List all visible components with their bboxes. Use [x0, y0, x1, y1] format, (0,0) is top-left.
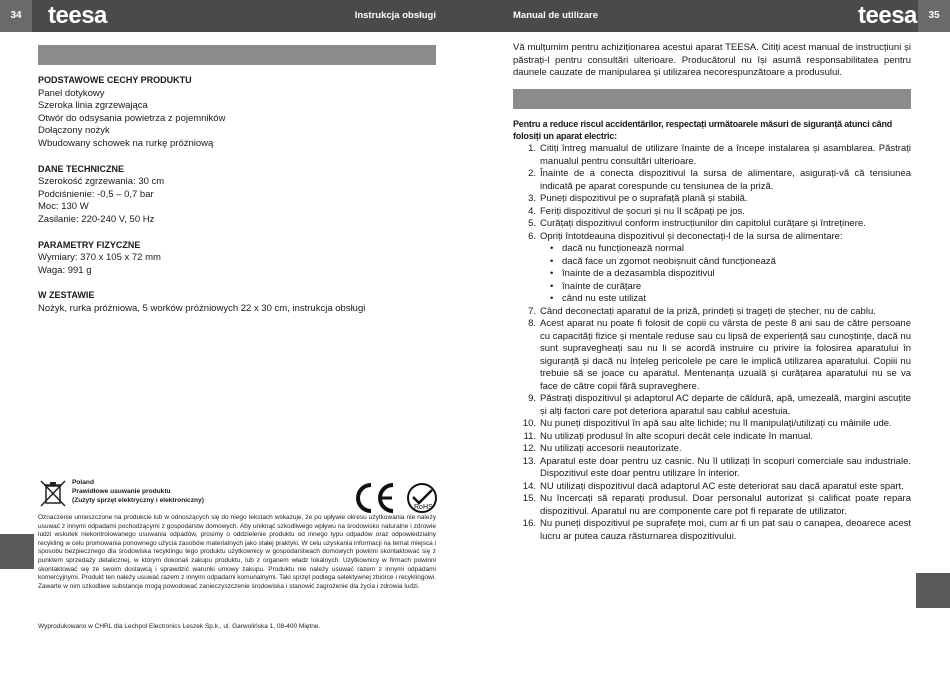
item-text: Păstrați dispozitivul și adaptorul AC departe de căldură, apă, umezeală, margini ascuțite și alți factori care pot deteriora aparatul sau cablul acestuia. — [540, 393, 911, 417]
sub-item-text: dacă face un zgomot neobișnuit când funcționează — [562, 255, 776, 267]
item-text: Aparatul este doar pentru uz casnic. Nu îl utilizați în scopuri comerciale sau industriale. Dispozitivul este doar pentru utilizare în interior. — [540, 455, 911, 479]
physical-section — [38, 239, 438, 278]
list-item — [513, 206, 911, 219]
physical-item: Waga: 991 g — [38, 264, 92, 276]
sub-list-item — [513, 268, 911, 281]
tech-title: DANE TECHNICZNE — [38, 163, 125, 174]
item-number: 5. — [528, 218, 536, 229]
item-text: Nu puneți dispozitivul pe suprafețe moi, cum ar fi un pat sau o canapea, deoarece acest lucru ar putea cauza răsturnarea dispozitivului. — [540, 518, 911, 542]
tech-section — [38, 163, 438, 227]
feature-item: Panel dotykowy — [38, 87, 105, 99]
list-item — [513, 443, 911, 456]
header-title-right: Manual de utilizare — [513, 10, 598, 21]
left-column — [38, 74, 438, 328]
bullet-icon: • — [550, 280, 554, 292]
sub-item-text: dacă nu funcționează normal — [562, 243, 684, 254]
item-text: Opriți întotdeauna dispozitivul și deconectați-l de la sursa de alimentare: — [540, 230, 843, 242]
item-number: 7. — [528, 305, 536, 317]
list-item — [513, 193, 911, 206]
list-item — [513, 393, 911, 418]
item-text: Puneți dispozitivul pe o suprafață plană și stabilă. — [540, 193, 748, 204]
item-number: 11. — [523, 430, 536, 442]
physical-item: Wymiary: 370 x 105 x 72 mm — [38, 252, 161, 264]
page-number-right: 35 — [918, 0, 950, 32]
disposal-text: Oznaczenie umieszczone na produkcie lub w odnoszących się do niego tekstach wskazuje, że po upływie okresu użytkowania nie należy usuwać z innymi odpadami pochodzącymi z gospodarstw domowych. Aby uniknąć szkodliwego wpływu na środowisko naturalne i zdrowie ludzi wskutek niekontrolowanego usuwania odpadów, prosimy o oddzielenie produktu od innego typu odpadów oraz odpowiedzialny recykling w celu promowania ponownego użycia zasobów materialnych jako stałej praktyki. W celu uzyskania informacji na temat miejsca i sposobu bezpiecznego dla środowiska recyklingu tego produktu użytkownicy w gospodarstwach domowych powinni skontaktować się z punktem sprzedaży detalicznej, w którym dokonali zakupu produktu, lub z organem władz lokalnych. Użytkownicy w firmach powinni skontaktować się ze swoim dostawcą i sprawdzić warunki umowy zakupu. Produktu nie należy usuwać razem z innymi odpadami komercyjnymi. Produkt ten należy usuwać razem z innymi odpadami komunalnymi. Taki sprzęt podlega selektywnej zbiórce i recyklingowi. Zawarte w nim szkodliwe substancje mogą powodować zanieczyszczenie środowiska i stanowić zagrożenie dla życia i zdrowia ludzi. — [38, 514, 436, 590]
manufacturer-text: Wyprodukowano w CHRL dla Lechpol Electronics Leszek Sp.k., ul. Garwolińska 1, 08-400 Miętne. — [38, 623, 321, 630]
item-text: Acest aparat nu poate fi folosit de copii cu vârsta de peste 8 ani sau de către persoane cu capacități fizice și mentale reduse sau cu lipsă de experiență sau cunoștințe, dacă nu sunt supravegheați sau nu li se acordă instruire cu privire la folosirea aparatului în siguranță și dacă nu înțeleg pericolele pe care le implică utilizarea aparatului. Copiii nu trebuie să se joace cu aparatul. Mentenanța uzuală și curățarea aparatului nu se va face de către copii fără supraveghere. — [540, 318, 911, 392]
safety-warning-heading: Pentru a reduce riscul accidentărilor, respectați următoarele măsuri de siguranță atunci când folosiți un aparat electric: — [513, 119, 893, 142]
item-text: Nu încercați să reparați produsul. Doar personalul autorizat și calificat poate repara dispozitivul. Aparatul nu are componente care pot fi reparate de utilizator. — [540, 493, 911, 517]
sub-list-item — [513, 281, 911, 294]
sub-list-item — [513, 256, 911, 269]
item-text: Nu puneți dispozitivul în apă sau alte lichide; nu îl manipulați/utilizați cu mâinile ude. — [540, 418, 892, 429]
section-bar-left — [38, 45, 436, 65]
item-text: Citiți întreg manualul de utilizare înainte de a începe instalarea și asamblarea. Păstrați manualul pentru consultări ulterioare. — [540, 143, 911, 167]
list-item — [513, 318, 911, 393]
item-number: 3. — [528, 193, 536, 204]
weee-subtitle: (Zużyty sprzęt elektryczny i elektroniczny) — [72, 497, 204, 504]
teesa-logo-right: teesa — [858, 2, 917, 29]
item-number: 1. — [528, 143, 536, 154]
item-text: Nu utilizați produsul în alte scopuri decât cele indicate în manual. — [540, 430, 814, 442]
item-number: 8. — [528, 318, 536, 329]
tech-item: Szerokość zgrzewania: 30 cm — [38, 176, 165, 188]
item-number: 13. — [522, 455, 536, 467]
item-number: 15. — [522, 493, 536, 504]
section-bar-right — [513, 89, 911, 109]
tech-item: Zasilanie: 220-240 V, 50 Hz — [38, 213, 155, 225]
teesa-logo-left: teesa — [48, 2, 107, 29]
page-number-left: 34 — [0, 0, 32, 32]
intro-paragraph: Vă mulțumim pentru achiziționarea acestui aparat TEESA. Citiți acest manual de instrucțiuni și păstrați-l pentru consultări ulterioare. Producătorul nu își asumă responsabilitatea pentru daunele cauzate de manipularea și utilizarea necorespunzătoare a produsului. — [513, 42, 911, 79]
bullet-icon: • — [550, 243, 554, 254]
crossed-bin-icon — [38, 478, 68, 508]
feature-item: Otwór do odsysania powietrza z pojemników — [38, 112, 226, 124]
features-title: PODSTAWOWE CECHY PRODUKTU — [38, 75, 192, 85]
physical-title: PARAMETRY FIZYCZNE — [38, 239, 141, 250]
list-item — [513, 306, 911, 319]
item-text: Nu utilizați accesorii neautorizate. — [540, 443, 682, 454]
ce-mark-c — [358, 485, 371, 511]
kit-section — [38, 289, 438, 315]
features-section — [38, 74, 438, 151]
weee-heading — [72, 478, 204, 505]
sub-list-item — [513, 293, 911, 306]
list-item — [513, 418, 911, 431]
list-item — [513, 218, 911, 231]
list-item — [513, 431, 911, 444]
weee-title: Prawidłowe usuwanie produktu — [72, 488, 171, 495]
list-item — [513, 493, 911, 518]
feature-item: Dołączony nożyk — [38, 125, 110, 137]
feature-item: Szeroka linia zgrzewająca — [38, 100, 148, 112]
item-text: NU utilizați dispozitivul dacă adaptorul AC este deteriorat sau dacă aparatul este spart. — [540, 480, 904, 492]
sub-list-item — [513, 243, 911, 256]
item-text: Feriți dispozitivul de șocuri și nu îl scăpați pe jos. — [540, 205, 745, 217]
list-item — [513, 518, 911, 543]
list-item — [513, 456, 911, 481]
kit-item: Nożyk, rurka próżniowa, 5 worków próżniowych 22 x 30 cm, instrukcja obsługi — [38, 302, 366, 314]
bullet-icon: • — [550, 268, 554, 279]
item-text: Curățați dispozitivul conform instrucțiunilor din capitolul curățare și întreținere. — [540, 218, 866, 229]
safety-list — [513, 143, 911, 543]
ce-rohs-marks — [355, 481, 440, 515]
weee-country: Poland — [72, 479, 94, 486]
rohs-label: RoHS — [414, 504, 433, 511]
kit-title: W ZESTAWIE — [38, 290, 95, 301]
feature-item: Wbudowany schowek na rurkę próżniową — [38, 137, 214, 149]
item-number: 14. — [522, 480, 536, 492]
tech-item: Moc: 130 W — [38, 201, 89, 213]
right-column — [513, 42, 911, 80]
sub-item-text: înainte de curățare — [562, 280, 642, 292]
item-number: 2. — [528, 168, 536, 179]
header-bar — [0, 0, 950, 32]
tech-item: Podciśnienie: -0,5 – 0,7 bar — [38, 188, 154, 200]
item-number: 4. — [528, 205, 536, 217]
item-text: Înainte de a conecta dispozitivul la sursa de alimentare, asigurați-vă că tensiunea indicată pe aparat corespunde cu tensiunea de la priză. — [540, 168, 911, 192]
list-item — [513, 143, 911, 168]
side-tab-right — [916, 573, 950, 608]
header-title-left: Instrukcja obsługi — [354, 10, 436, 21]
item-number: 12. — [522, 443, 536, 454]
side-tab-left — [0, 534, 34, 569]
list-item — [513, 481, 911, 494]
sub-item-text: înainte de a dezasambla dispozitivul — [562, 268, 715, 279]
bullet-icon: • — [550, 293, 554, 304]
sub-item-text: când nu este utilizat — [562, 293, 646, 304]
bullet-icon: • — [550, 255, 554, 267]
list-item — [513, 168, 911, 193]
item-number: 9. — [528, 393, 536, 404]
item-number: 6. — [528, 230, 536, 242]
list-item — [513, 231, 911, 244]
item-number: 16. — [522, 518, 536, 529]
item-number: 10. — [522, 418, 536, 429]
item-text: Când deconectați aparatul de la priză, prindeți și trageți de ștecher, nu de cablu. — [540, 305, 876, 317]
